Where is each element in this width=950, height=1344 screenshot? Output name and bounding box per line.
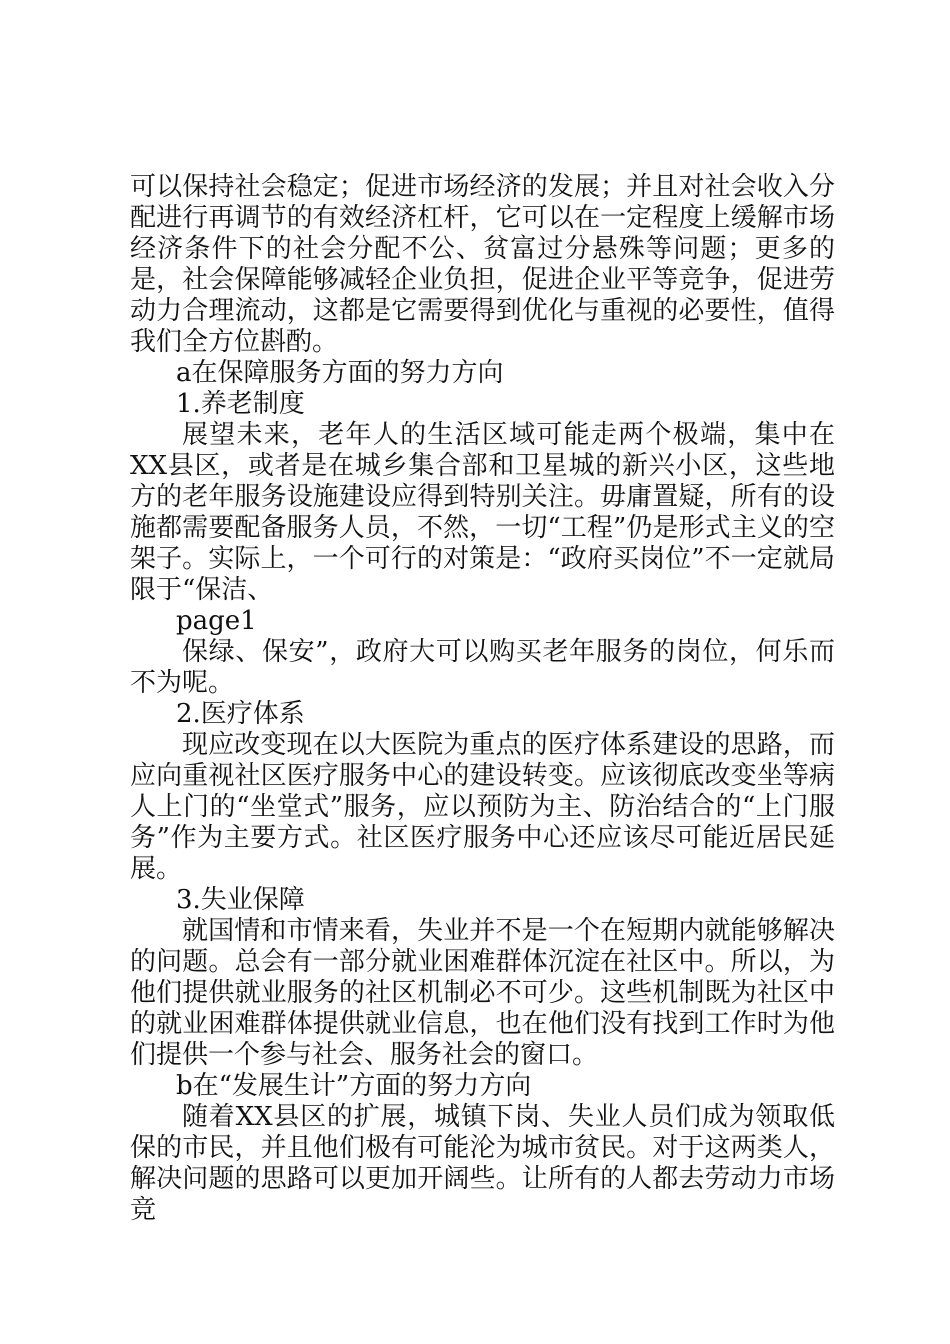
- paragraph-social-security-necessity: 可以保持社会稳定；促进市场经济的发展；并且对社会收入分配进行再调节的有效经济杠杆，它可以在一定程度上缓解市场经济条件下的社会分配不公、贫富过分悬殊等问题；更多的是，社会保障能够减轻企业负担，促进企业平等竞争，促进劳动力合理流动，这都是它需要得到优化与重视的必要性，值得我们全方位斟酌。: [130, 172, 835, 357]
- heading-service-direction: a在保障服务方面的努力方向: [176, 358, 504, 388]
- paragraph-unemployment: 就国情和市情来看，失业并不是一个在短期内就能够解决的问题。总会有一部分就业困难群体沉淀在社区中。所以，为他们提供就业服务的社区机制必不可少。这些机制既为社区中的就业困难群体提供就业信息，也在他们没有找到工作时为他们提供一个参与社会、服务社会的窗口。: [130, 916, 835, 1070]
- paragraph-livelihood: 随着XX县区的扩展，城镇下岗、失业人员们成为领取低保的市民，并且他们极有可能沦为城市贫民。对于这两类人，解决问题的思路可以更加开阔些。让所有的人都去劳动力市场竞: [130, 1102, 835, 1225]
- heading-unemployment: 3.失业保障: [176, 885, 305, 915]
- heading-livelihood-direction: b在“发展生计”方面的努力方向: [176, 1071, 532, 1101]
- heading-pension-system: 1.养老制度: [176, 389, 305, 419]
- paragraph-pension-continued: 保绿、保安”，政府大可以购买老年服务的岗位，何乐而不为呢。: [130, 637, 835, 698]
- paragraph-pension: 展望未来，老年人的生活区域可能走两个极端，集中在XX县区，或者是在城乡集合部和卫星城的新兴小区，这些地方的老年服务设施建设应得到特别关注。毋庸置疑，所有的设施都需要配备服务人员，不然，一切“工程”仍是形式主义的空架子。实际上，一个可行的对策是：“政府买岗位”不一定就局限于“保洁、: [130, 420, 835, 605]
- heading-medical-system: 2.医疗体系: [176, 699, 305, 729]
- page-marker: page1: [176, 606, 257, 636]
- document-body: [130, 172, 835, 1226]
- paragraph-medical: 现应改变现在以大医院为重点的医疗体系建设的思路，而应向重视社区医疗服务中心的建设转变。应该彻底改变坐等病人上门的“坐堂式”服务，应以预防为主、防治结合的“上门服务”作为主要方式。社区医疗服务中心还应该尽可能近居民延展。: [130, 730, 835, 884]
